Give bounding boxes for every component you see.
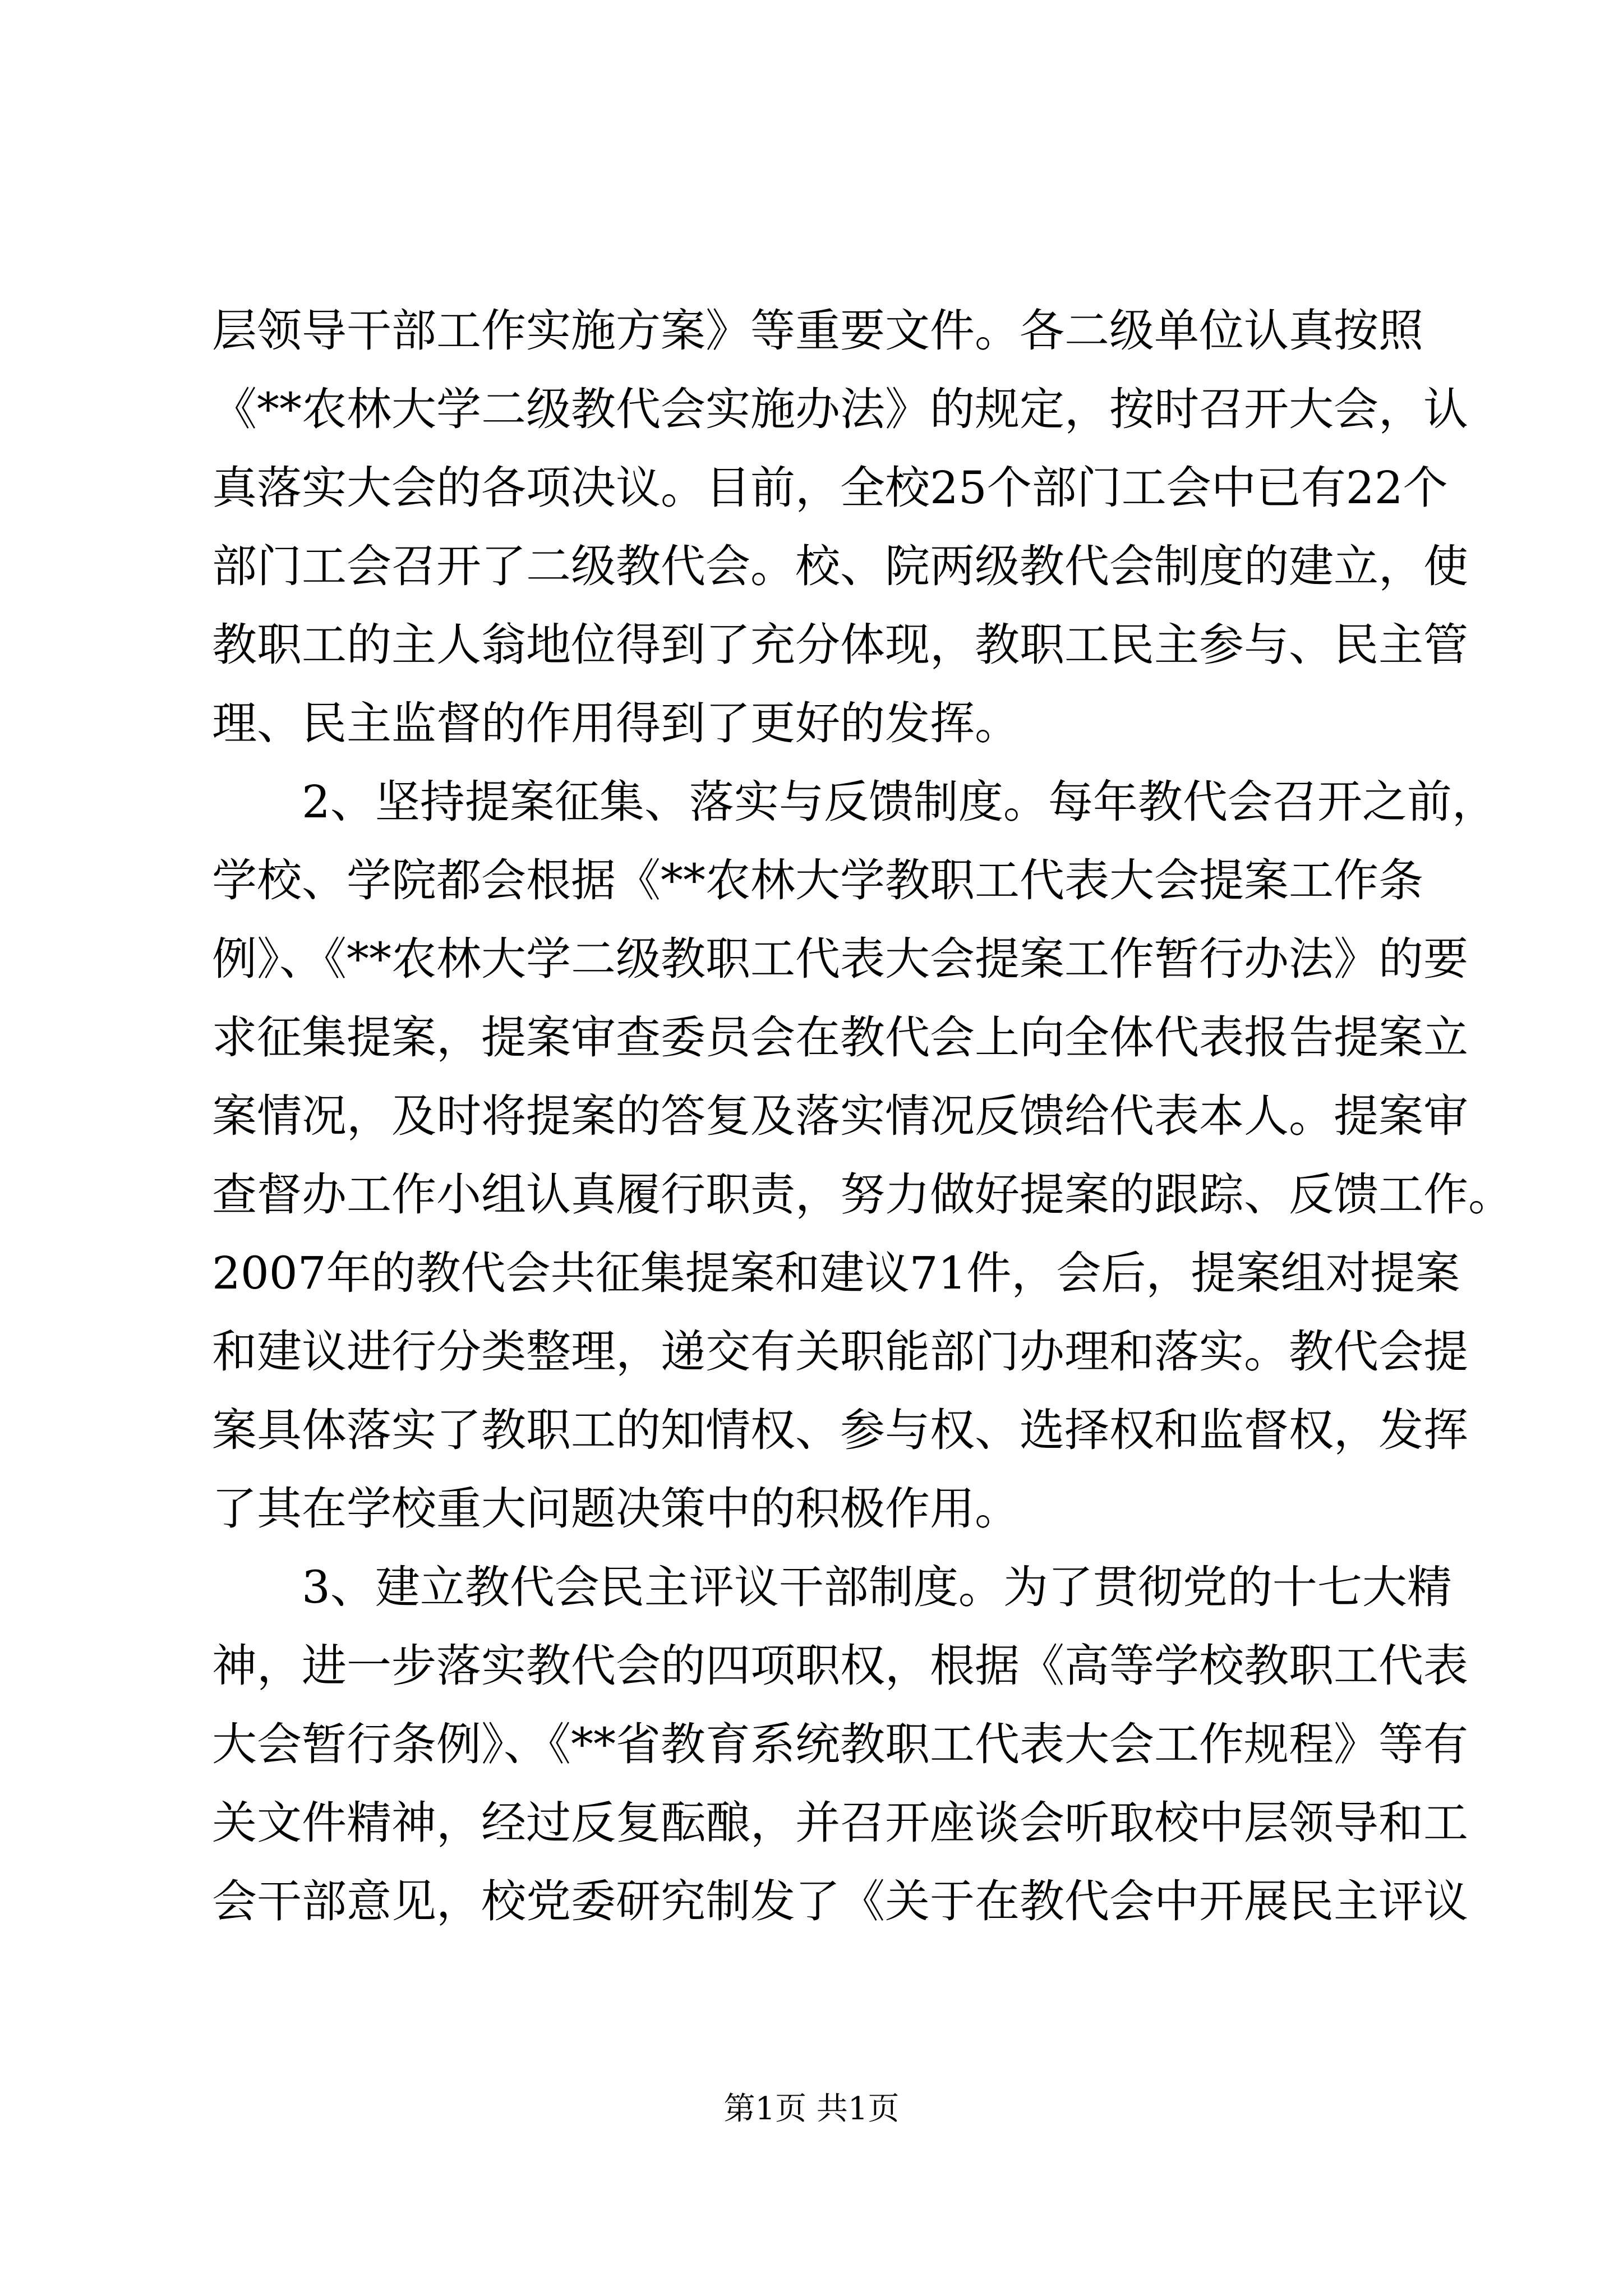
text-line: 和建议进行分类整理，递交有关职能部门办理和落实。教代会提: [212, 1326, 1468, 1378]
text-line: 层领导干部工作实施方案》等重要文件。各二级单位认真按照: [212, 305, 1423, 357]
text-line: 学校、学院都会根据《**农林大学教职工代表大会提案工作条: [212, 854, 1423, 907]
text-line: 例》、《**农林大学二级教职工代表大会提案工作暂行办法》的要: [212, 933, 1468, 985]
text-line: 了其在学校重大问题决策中的积极作用。: [212, 1483, 1020, 1535]
text-line: 求征集提案，提案审查委员会在教代会上向全体代表报告提案立: [212, 1011, 1468, 1064]
text-line: 大会暂行条例》、《**省教育系统教职工代表大会工作规程》等有: [212, 1718, 1468, 1770]
text-line: 会干部意见，校党委研究制发了《关于在教代会中开展民主评议: [212, 1875, 1468, 1927]
text-line: 查督办工作小组认真履行职责，努力做好提案的跟踪、反馈工作。: [212, 1168, 1513, 1221]
text-line: 《**农林大学二级教代会实施办法》的规定，按时召开大会，认: [212, 383, 1468, 435]
text-line: 教职工的主人翁地位得到了充分体现，教职工民主参与、民主管: [212, 619, 1468, 671]
text-line: 案情况，及时将提案的答复及落实情况反馈给代表本人。提案审: [212, 1090, 1468, 1142]
document-body: [212, 292, 1513, 1941]
text-line: 关文件精神，经过反复酝酿，并召开座谈会听取校中层领导和工: [212, 1797, 1468, 1849]
text-line: 2007年的教代会共征集提案和建议71件，会后，提案组对提案: [212, 1247, 1460, 1299]
text-line: 神，进一步落实教代会的四项职权，根据《高等学校教职工代表: [212, 1640, 1468, 1692]
text-line: 2、坚持提案征集、落实与反馈制度。每年教代会召开之前，: [212, 776, 1497, 828]
page-footer: 第1页 共1页: [723, 2091, 900, 2127]
text-line: 3、建立教代会民主评议干部制度。为了贯彻党的十七大精: [212, 1561, 1452, 1613]
text-line: 真落实大会的各项决议。目前，全校25个部门工会中已有22个: [212, 462, 1448, 514]
text-line: 案具体落实了教职工的知情权、参与权、选择权和监督权，发挥: [212, 1404, 1468, 1456]
text-line: 理、民主监督的作用得到了更好的发挥。: [212, 697, 1020, 749]
text-line: 部门工会召开了二级教代会。校、院两级教代会制度的建立，使: [212, 540, 1468, 592]
